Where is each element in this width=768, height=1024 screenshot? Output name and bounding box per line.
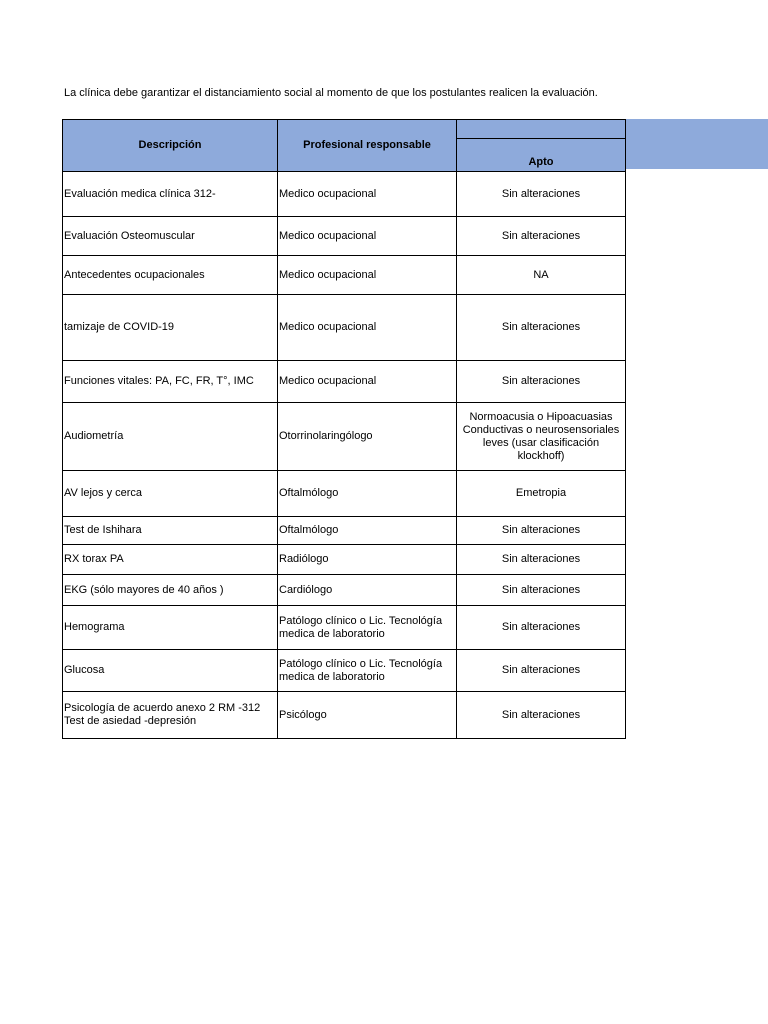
cell-apto: Sin alteraciones	[457, 545, 626, 575]
cell-descripcion: Glucosa	[63, 650, 278, 692]
table-row	[63, 606, 626, 650]
table-row	[63, 517, 626, 545]
cell-apto: Sin alteraciones	[457, 692, 626, 739]
cell-apto: Sin alteraciones	[457, 650, 626, 692]
cell-apto: Sin alteraciones	[457, 217, 626, 256]
table-row	[63, 650, 626, 692]
cell-apto: NA	[457, 256, 626, 295]
cell-apto: Sin alteraciones	[457, 575, 626, 606]
cell-profesional: Medico ocupacional	[278, 217, 457, 256]
table-row	[63, 172, 626, 217]
cell-profesional: Medico ocupacional	[278, 256, 457, 295]
table-row	[63, 575, 626, 606]
cell-descripcion: Psicología de acuerdo anexo 2 RM -312 Test de asiedad -depresión	[63, 692, 278, 739]
table-row	[63, 403, 626, 471]
cell-apto: Normoacusia o Hipoacuasias Conductivas o neurosensoriales leves (usar clasificación klockhoff)	[457, 403, 626, 471]
table-row	[63, 545, 626, 575]
cell-apto: Emetropia	[457, 471, 626, 517]
table-row	[63, 471, 626, 517]
cell-descripcion: Test de Ishihara	[63, 517, 278, 545]
table-row	[63, 217, 626, 256]
cell-profesional: Cardiólogo	[278, 575, 457, 606]
cell-profesional: Psicólogo	[278, 692, 457, 739]
cell-descripcion: Audiometría	[63, 403, 278, 471]
cell-profesional: Medico ocupacional	[278, 361, 457, 403]
cell-profesional: Patólogo clínico o Lic. Tecnológía medica de laboratorio	[278, 606, 457, 650]
cell-profesional: Medico ocupacional	[278, 295, 457, 361]
evaluation-table	[62, 119, 626, 739]
cell-profesional: Radiólogo	[278, 545, 457, 575]
cell-profesional: Medico ocupacional	[278, 172, 457, 217]
cell-descripcion: Evaluación medica clínica 312-	[63, 172, 278, 217]
header-descripcion: Descripción	[63, 120, 278, 172]
table-row	[63, 295, 626, 361]
header-apto: Apto	[457, 139, 626, 172]
cell-descripcion: Hemograma	[63, 606, 278, 650]
cell-descripcion: RX torax PA	[63, 545, 278, 575]
instruction-note: La clínica debe garantizar el distanciamiento social al momento de que los postulantes realicen la evaluación.	[64, 87, 598, 99]
cell-descripcion: Funciones vitales: PA, FC, FR, T°, IMC	[63, 361, 278, 403]
table-row	[63, 256, 626, 295]
cell-descripcion: tamizaje de COVID-19	[63, 295, 278, 361]
cell-profesional: Otorrinolaringólogo	[278, 403, 457, 471]
header-profesional: Profesional responsable	[278, 120, 457, 172]
cell-descripcion: Evaluación Osteomuscular	[63, 217, 278, 256]
cell-apto: Sin alteraciones	[457, 361, 626, 403]
cell-profesional: Patólogo clínico o Lic. Tecnológía medica de laboratorio	[278, 650, 457, 692]
header-apto-top	[457, 120, 626, 139]
cell-apto: Sin alteraciones	[457, 517, 626, 545]
cell-apto: Sin alteraciones	[457, 172, 626, 217]
table-row	[63, 361, 626, 403]
header-fill-strip	[625, 119, 768, 169]
cell-descripcion: AV lejos y cerca	[63, 471, 278, 517]
cell-descripcion: EKG (sólo mayores de 40 años )	[63, 575, 278, 606]
cell-profesional: Oftalmólogo	[278, 471, 457, 517]
cell-apto: Sin alteraciones	[457, 606, 626, 650]
cell-profesional: Oftalmólogo	[278, 517, 457, 545]
cell-apto: Sin alteraciones	[457, 295, 626, 361]
table-row	[63, 692, 626, 739]
cell-descripcion: Antecedentes ocupacionales	[63, 256, 278, 295]
